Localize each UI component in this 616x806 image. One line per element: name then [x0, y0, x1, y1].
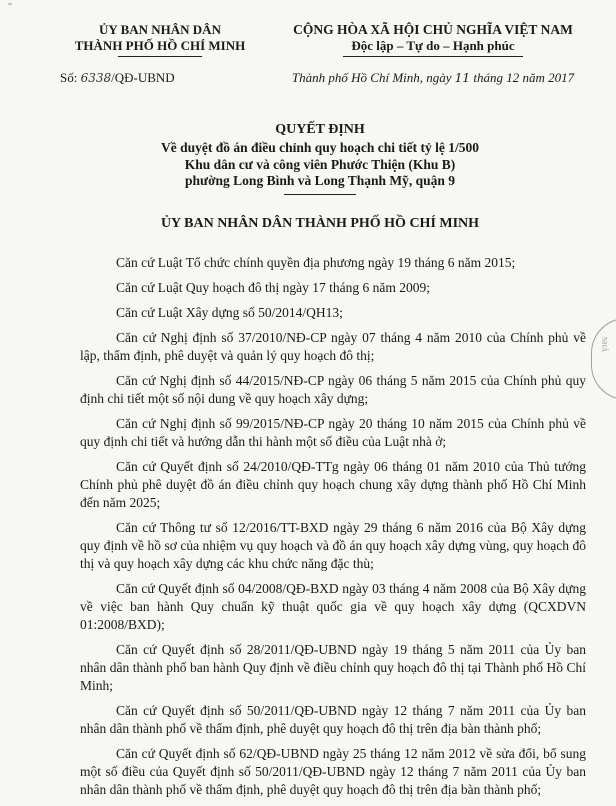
- basis-paragraph: Căn cứ Nghị định số 44/2015/NĐ-CP ngày 06 tháng 5 năm 2015 của Chính phủ quy định chi tiết một số nội dung về quy hoạch xây dựng;: [80, 373, 586, 406]
- basis-paragraph: Căn cứ Quyết định số 04/2008/QĐ-BXD ngày 03 tháng 4 năm 2008 của Bộ Xây dựng về việc ban hành Quy chuẩn kỹ thuật quốc gia về quy hoạch xây dựng (QCXDVN 01:2008/BXD);: [80, 581, 586, 632]
- date-line: [268, 70, 598, 86]
- subtitle-line: phường Long Bình và Long Thạnh Mỹ, quận 9: [184, 173, 456, 188]
- basis-paragraph: Căn cứ Nghị định số 37/2010/NĐ-CP ngày 07 tháng 4 năm 2010 của Chính phủ về lập, thẩm định, phê duyệt và quản lý quy hoạch đô thị;: [80, 330, 586, 363]
- motto-underline: [343, 56, 523, 57]
- agency-underline: [118, 56, 202, 57]
- subtitle-line: Về duyệt đồ án điều chỉnh quy hoạch chi tiết tỷ lệ 1/500: [160, 140, 480, 155]
- number-label: Số:: [60, 70, 78, 85]
- basis-paragraph: Căn cứ Quyết định số 24/2010/QĐ-TTg ngày 06 tháng 01 năm 2010 của Thủ tướng Chính phủ phê duyệt đồ án điều chỉnh quy hoạch chung xây dựng thành phố Hồ Chí Minh đến năm 2025;: [80, 459, 586, 510]
- seal-stamp-edge: NHÂ: [591, 318, 616, 400]
- number-suffix: /QĐ-UBND: [111, 70, 175, 85]
- national-header: [268, 22, 598, 57]
- basis-paragraph: Căn cứ Quyết định số 28/2011/QĐ-UBND ngày 19 tháng 5 năm 2011 của Ủy ban nhân dân thành phố ban hành Quy định về điều chỉnh quy hoạch đô thị tại Thành phố Hồ Chí Minh;: [80, 642, 586, 693]
- authority-heading: ỦY BAN NHÂN DÂN THÀNH PHỐ HỒ CHÍ MINH: [160, 216, 480, 231]
- agency-line-2: THÀNH PHỐ HỒ CHÍ MINH: [74, 38, 246, 53]
- document-number: [60, 70, 260, 86]
- issuing-agency: [60, 22, 260, 57]
- basis-paragraph: Căn cứ Luật Xây dựng số 50/2014/QH13;: [116, 305, 343, 320]
- date-prefix: Thành phố Hồ Chí Minh, ngày: [291, 70, 452, 85]
- subtitle-line: Khu dân cư và công viên Phước Thiện (Khu B): [184, 156, 456, 172]
- basis-paragraph: Căn cứ Thông tư số 12/2016/TT-BXD ngày 29 tháng 6 năm 2016 của Bộ Xây dựng quy định về hồ sơ của nhiệm vụ quy hoạch và đồ án quy hoạch xây dựng vùng, quy hoạch đô thị và quy hoạch xây dựng các khu chức năng đặc thù;: [80, 520, 586, 571]
- basis-paragraph: Căn cứ Luật Quy hoạch đô thị ngày 17 tháng 6 năm 2009;: [116, 280, 431, 295]
- scan-mark: ": [8, 2, 13, 13]
- legal-basis: [80, 254, 586, 806]
- subtitle-underline: [284, 194, 356, 195]
- nation-name: CỘNG HÒA XÃ HỘI CHỦ NGHĨA VIỆT NAM: [293, 22, 573, 37]
- document-subtitle: [60, 140, 580, 195]
- number-handwritten: 6338: [80, 71, 112, 85]
- national-motto: Độc lập – Tự do – Hạnh phúc: [351, 38, 515, 53]
- date-suffix: tháng 12 năm 2017: [473, 70, 575, 85]
- basis-paragraph: Căn cứ Quyết định số 50/2011/QĐ-UBND ngày 12 tháng 7 năm 2011 của Ủy ban nhân dân thành phố về thẩm định, phê duyệt quy hoạch đô thị trên địa bàn thành phố;: [80, 703, 586, 736]
- date-day-handwritten: 11: [454, 71, 471, 85]
- document-title: QUYẾT ĐỊNH: [275, 122, 365, 137]
- basis-paragraph: Căn cứ Nghị định số 99/2015/NĐ-CP ngày 20 tháng 10 năm 2015 của Chính phủ về quy định chi tiết và hướng dẫn thi hành một số điều của Luật nhà ở;: [80, 416, 586, 449]
- agency-line-1: ỦY BAN NHÂN DÂN: [99, 22, 221, 37]
- basis-paragraph: Căn cứ Quyết định số 62/QĐ-UBND ngày 25 tháng 12 năm 2012 về sửa đổi, bổ sung một số điều của Quyết định số 50/2011/QĐ-UBND ngày 12 tháng 7 năm 2011 của Ủy ban nhân dân thành phố về thẩm định, phê duyệt quy hoạch đô thị trên địa bàn thành phố;: [80, 746, 586, 797]
- basis-paragraph: Căn cứ Luật Tổ chức chính quyền địa phương ngày 19 tháng 6 năm 2015;: [116, 255, 516, 270]
